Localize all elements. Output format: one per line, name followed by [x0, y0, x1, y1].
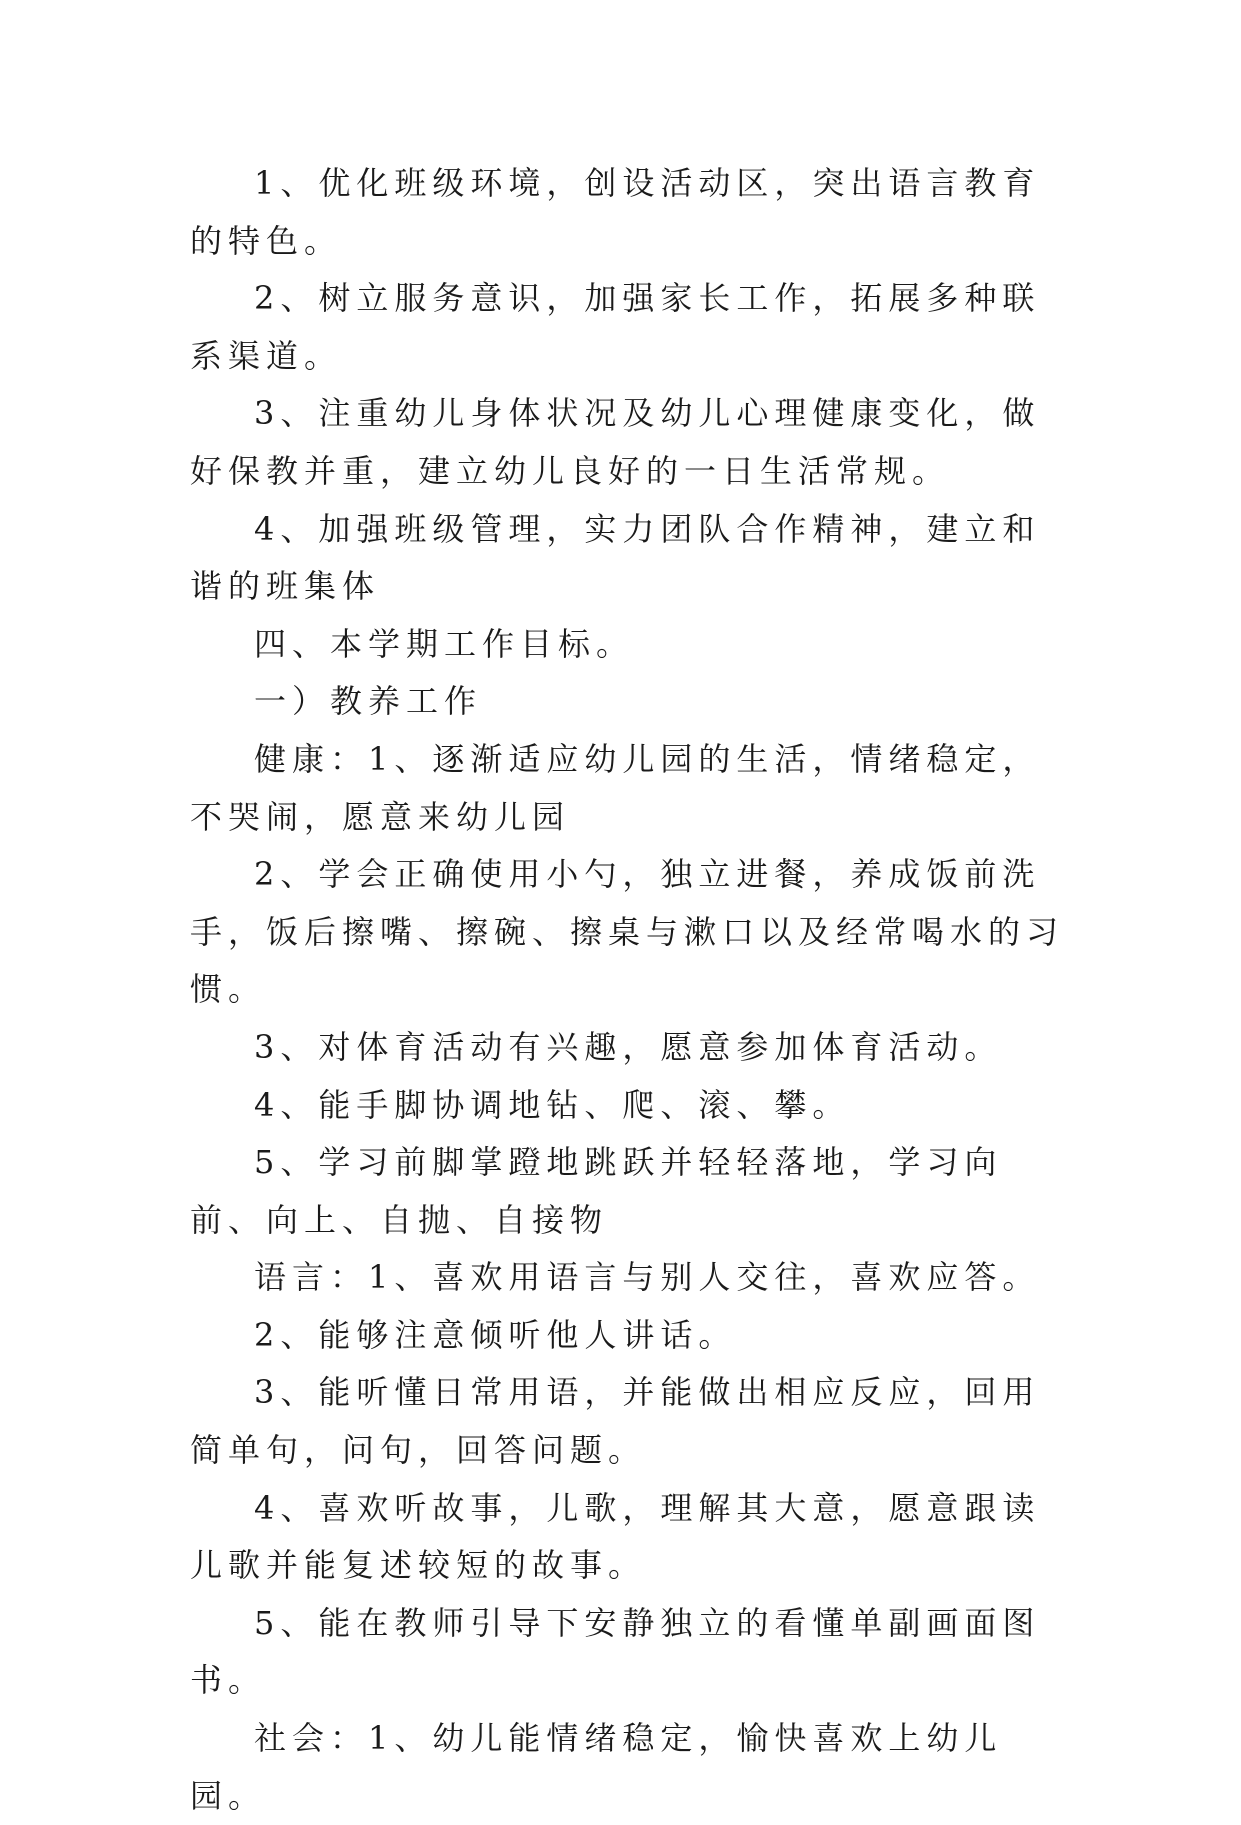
- paragraph-3: 3、注重幼儿身体状况及幼儿心理健康变化，做好保教并重，建立幼儿良好的一日生活常规。: [190, 394, 1041, 490]
- health-item-4: 4、能手脚协调地钻、爬、滚、攀。: [254, 1085, 851, 1124]
- document-body: [190, 155, 1070, 1825]
- language-item-2: 2、能够注意倾听他人讲话。: [254, 1315, 737, 1354]
- paragraph-2: 2、树立服务意识，加强家长工作，拓展多种联系渠道。: [190, 279, 1041, 375]
- subsection-heading-education: 一）教养工作: [254, 682, 483, 721]
- language-item-1: 语言：1、喜欢用语言与别人交往，喜欢应答。: [254, 1258, 1041, 1297]
- language-item-3: 3、能听懂日常用语，并能做出相应反应，回用简单句，问句，回答问题。: [190, 1373, 1041, 1470]
- paragraph-4: 4、加强班级管理，实力团队合作精神，建立和谐的班集体: [190, 509, 1041, 606]
- language-item-5: 5、能在教师引导下安静独立的看懂单副画面图书。: [190, 1603, 1041, 1700]
- health-item-1: 健康：1、逐渐适应幼儿园的生活，情绪稳定，不哭闹，愿意来幼儿园: [190, 739, 1041, 836]
- health-item-5: 5、学习前脚掌蹬地跳跃并轻轻落地，学习向前、向上、自抛、自接物: [190, 1143, 1003, 1239]
- health-item-2: 2、学会正确使用小勺，独立进餐，养成饭前洗手，饭后擦嘴、擦碗、擦桌与漱口以及经常喝水的习惯。: [190, 855, 1065, 1009]
- language-item-4: 4、喜欢听故事，儿歌，理解其大意，愿意跟读儿歌并能复述较短的故事。: [190, 1488, 1041, 1585]
- social-item-1: 社会：1、幼儿能情绪稳定，愉快喜欢上幼儿园。: [190, 1719, 1003, 1815]
- section-heading-goals: 四、本学期工作目标。: [254, 624, 635, 663]
- paragraph-1: 1、优化班级环境，创设活动区，突出语言教育的特色。: [190, 164, 1041, 260]
- health-item-3: 3、对体育活动有兴趣，愿意参加体育活动。: [254, 1027, 1003, 1066]
